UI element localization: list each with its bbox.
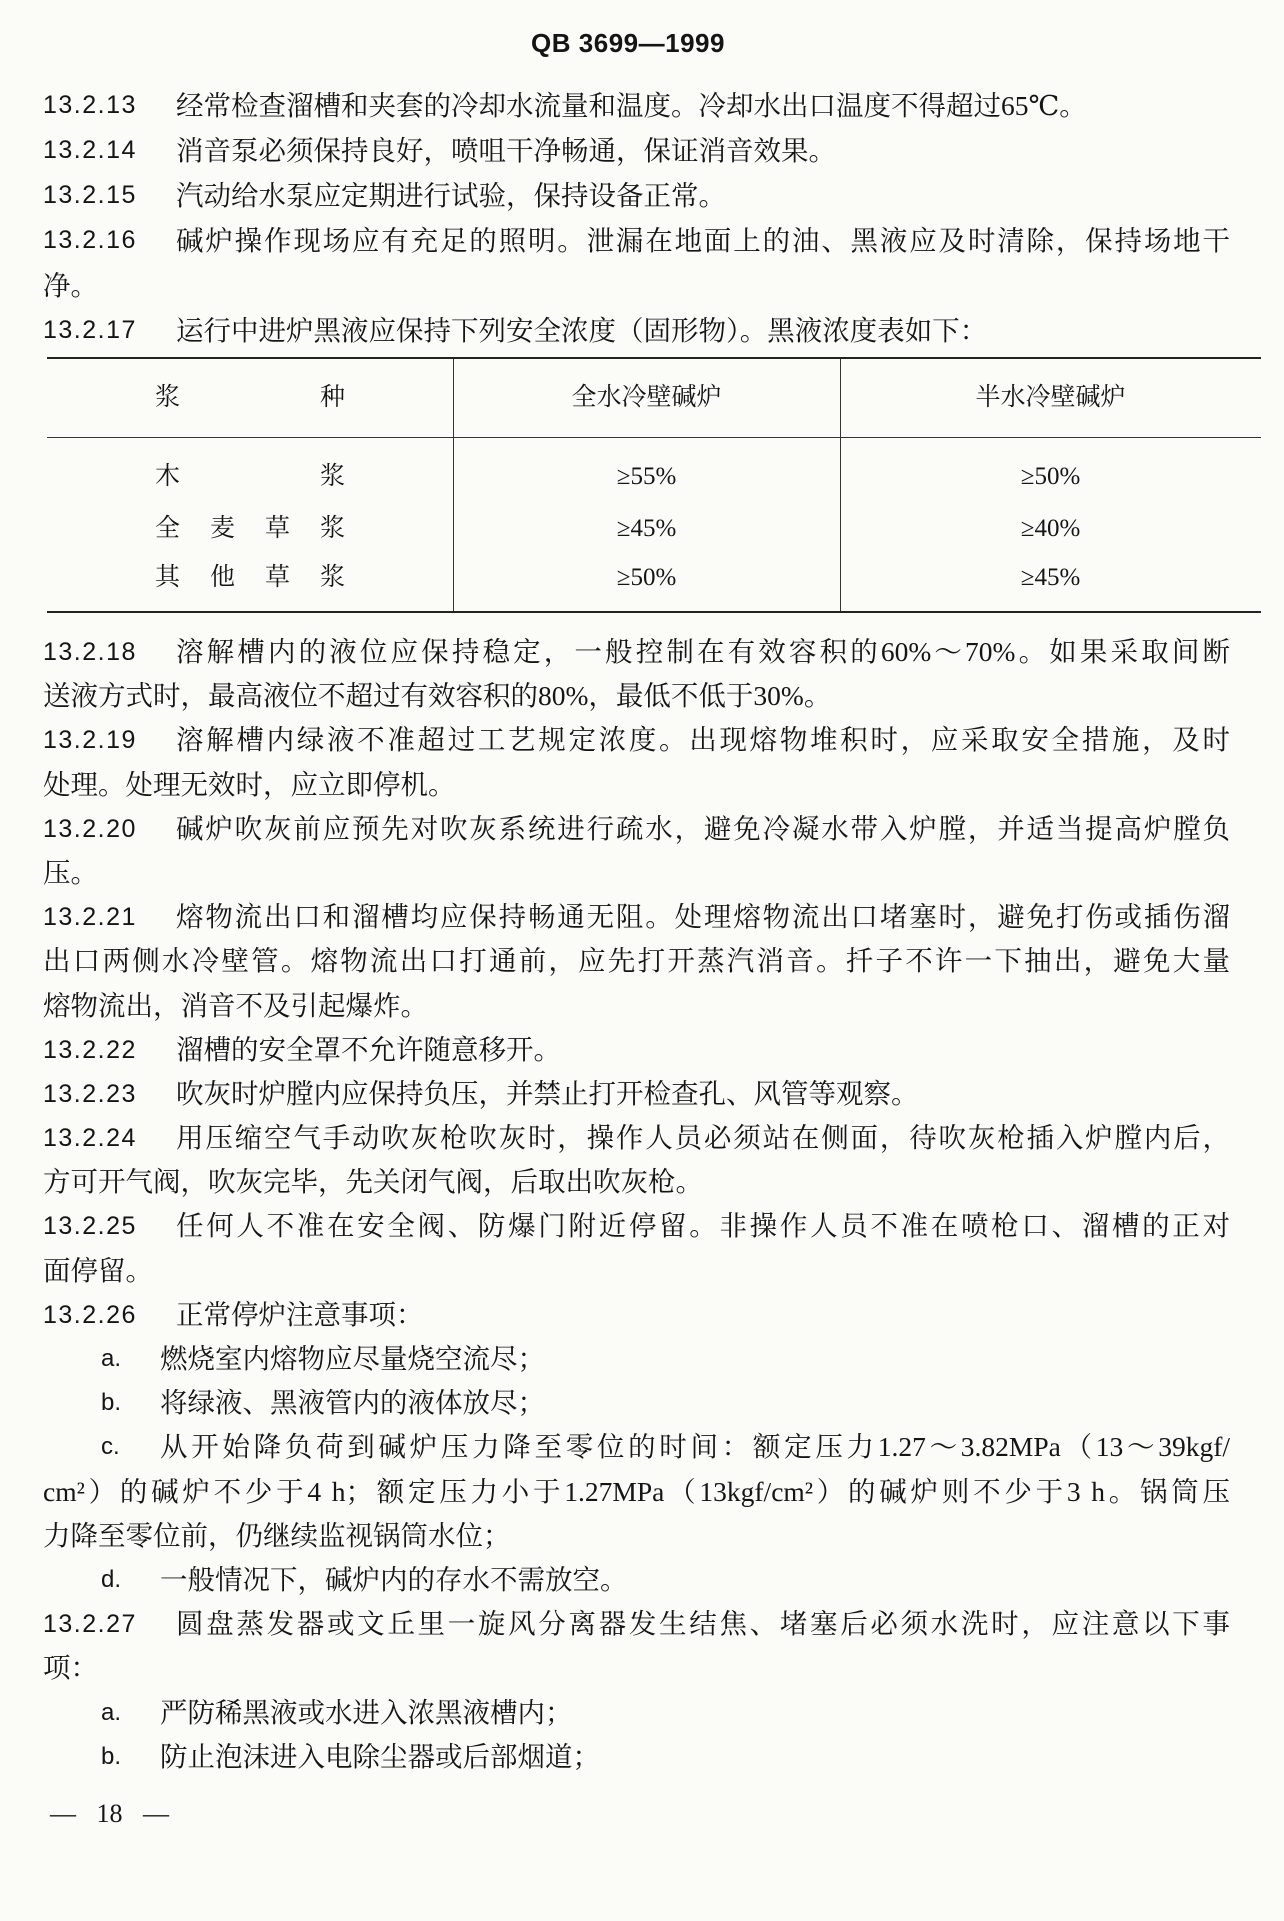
list-item-d [43,1558,1230,1602]
table-cell: ≥50% [1020,463,1081,490]
table-cell: 木浆 [155,463,345,490]
list-item-text: cm²）的碱炉不少于4 h；额定压力小于1.27MPa（13kgf/cm²）的碱炉则不少于3 h。锅筒压 [43,1475,1230,1507]
list-item-text: 将绿液、黑液管内的液体放尽； [160,1387,545,1419]
clause-text-line: 圆盘蒸发器或文丘里一旋风分离器发生结焦、堵塞后必须水洗时，应注意以下事 [176,1608,1230,1640]
list-item-text: 一般情况下，碱炉内的存水不需放空。 [160,1563,628,1595]
clause-text-line: 溶解槽内绿液不准超过工艺规定浓度。出现熔物堆积时，应采取安全措施，及时 [176,724,1230,756]
list-item-c [43,1425,1230,1469]
table-row [47,509,1261,549]
clause-13-2-21 [43,895,1230,1028]
list-item-text: 燃烧室内熔物应尽量烧空流尽； [160,1343,545,1374]
clause-13-2-24 [43,1116,1230,1204]
clause-13-2-25 [43,1204,1230,1292]
clause-13-2-27 [43,1602,1230,1779]
clause-13-2-16 [43,218,1230,308]
clause-13-2-13 [43,83,1230,128]
table-row [47,457,1261,497]
list-item-text: 防止泡沫进入电除尘器或后部烟道； [160,1740,600,1772]
clause-13-2-22 [43,1028,1230,1072]
table-cell: 全麦草浆 [155,515,345,542]
clause-text-line: 方可开气阀，吹灰完毕，先关闭气阀，后取出吹灰枪。 [43,1166,703,1198]
table-row [47,558,1261,598]
clause-number: 13.2.23 [43,1079,137,1108]
table-header-cell: 半水冷壁碱炉 [975,384,1126,411]
clause-text-line: 吹灰时炉膛内应保持负压，并禁止打开检查孔、风管等观察。 [176,1077,919,1109]
table-cell: ≥45% [1020,564,1081,591]
clause-text-line: 面停留。 [43,1254,153,1286]
clause-number: 13.2.16 [43,226,137,254]
clause-13-2-26 [43,1293,1230,1602]
list-item-a [43,1337,1230,1381]
clause-number: 13.2.19 [43,726,137,755]
table-header-cell: 浆种 [155,384,345,411]
table-header-row [47,359,1261,437]
table-cell: ≥50% [616,564,677,591]
clause-13-2-18 [43,630,1230,718]
clause-13-2-15 [43,173,1230,218]
clause-13-2-20 [43,807,1230,895]
clause-text-line: 项： [43,1652,98,1684]
clause-number: 13.2.15 [43,181,137,209]
clause-text-line: 碱炉吹灰前应预先对吹灰系统进行疏水，避免冷凝水带入炉膛，并适当提高炉膛负 [176,812,1230,844]
list-item-label: b. [101,1389,122,1417]
concentration-table [47,357,1261,613]
table-cell: ≥55% [616,463,677,490]
clause-text-line: 净。 [43,270,98,301]
clause-text-line: 送液方式时，最高液位不超过有效容积的80%，最低不低于30%。 [43,680,832,712]
clause-number: 13.2.13 [43,91,137,119]
list-item-label: d. [101,1565,122,1593]
list-item-label: a. [101,1698,122,1726]
clause-number: 13.2.20 [43,814,137,843]
list-item-text: 严防稀黑液或水进入浓黑液槽内； [160,1696,573,1728]
clause-number: 13.2.24 [43,1124,137,1153]
clause-13-2-23 [43,1072,1230,1116]
clause-text-line: 汽动给水泵应定期进行试验，保持设备正常。 [176,180,726,211]
clause-13-2-19 [43,718,1230,806]
list-item-text: 力降至零位前，仍继续监视锅筒水位； [43,1519,511,1551]
clause-text-line: 碱炉操作现场应有充足的照明。泄漏在地面上的油、黑液应及时清除，保持场地干 [176,225,1230,256]
clauses-before-table [43,83,1230,353]
clause-text-line: 正常停炉注意事项： [176,1298,424,1330]
table-cell: ≥40% [1020,515,1081,542]
clause-text-line: 出口两侧水冷壁管。熔物流出口打通前，应先打开蒸汽消音。扦子不许一下抽出，避免大量 [43,945,1230,977]
clause-text-line: 经常检查溜槽和夹套的冷却水流量和温度。冷却水出口温度不得超过65℃。 [176,90,1087,121]
standard-code-header: QB 3699—1999 [531,28,725,58]
clause-text-line: 压。 [43,856,98,888]
clause-13-2-17 [43,308,1230,353]
list-item-label: a. [101,1345,122,1372]
list-item-a [43,1691,1230,1735]
clause-text-line: 熔物流出，消音不及引起爆炸。 [43,989,428,1021]
clauses-after-table [43,630,1230,1779]
clause-text-line: 处理。处理无效时，应立即停机。 [43,768,456,800]
clause-text-line: 运行中进炉黑液应保持下列安全浓度（固形物）。黑液浓度表如下： [176,315,988,346]
clause-text-line: 任何人不准在安全阀、防爆门附近停留。非操作人员不准在喷枪口、溜槽的正对 [176,1210,1230,1242]
clause-number: 13.2.14 [43,136,137,164]
table-cell: 其他草浆 [155,564,345,591]
list-item-label: b. [101,1742,122,1770]
clause-13-2-14 [43,128,1230,173]
page-number: — 18 — [50,1799,169,1828]
clause-number: 13.2.17 [43,316,137,344]
clause-number: 13.2.22 [43,1035,137,1064]
table-header-divider [47,437,1261,438]
clause-text-line: 溶解槽内的液位应保持稳定，一般控制在有效容积的60%～70%。如果采取间断 [176,636,1230,667]
clause-number: 13.2.21 [43,903,137,932]
list-item-b [43,1735,1230,1779]
table-header-cell: 全水冷壁碱炉 [571,384,722,411]
list-item-label: c. [101,1433,120,1461]
clause-text-line: 用压缩空气手动吹灰枪吹灰时，操作人员必须站在侧面，待吹灰枪插入炉膛内后， [176,1122,1230,1154]
table-cell: ≥45% [616,515,677,542]
clause-text-line: 熔物流出口和溜槽均应保持畅通无阻。处理熔物流出口堵塞时，避免打伤或插伤溜 [176,901,1230,933]
clause-number: 13.2.27 [43,1610,137,1639]
clause-text-line: 消音泵必须保持良好，喷咀干净畅通，保证消音效果。 [176,135,836,166]
clause-text-line: 溜槽的安全罩不允许随意移开。 [176,1033,561,1065]
clause-number: 13.2.18 [43,638,137,666]
list-item-b [43,1381,1230,1425]
clause-number: 13.2.25 [43,1212,137,1241]
clause-number: 13.2.26 [43,1300,137,1329]
list-item-text: 从开始降负荷到碱炉压力降至零位的时间：额定压力1.27～3.82MPa（13～39kgf/ [160,1431,1230,1463]
